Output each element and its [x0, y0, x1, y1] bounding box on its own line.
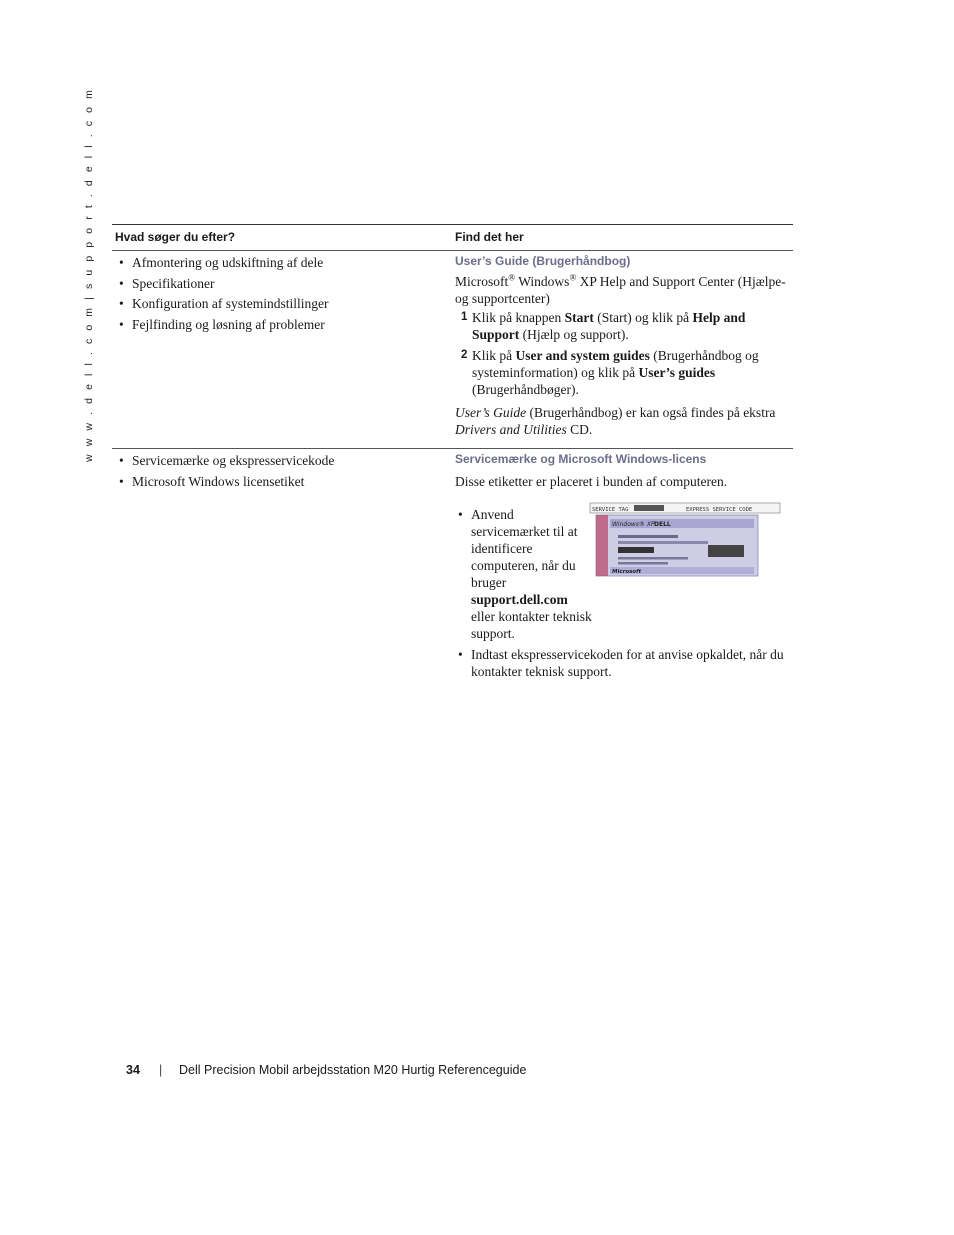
footer-title: Dell Precision Mobil arbejdsstation M20 Hurtig Referenceguide — [179, 1063, 527, 1077]
header-left: Hvad søger du efter? — [115, 230, 236, 244]
service-tag-text: SERVICE TAG — [592, 507, 629, 513]
express-code-text: EXPRESS SERVICE CODE — [686, 507, 753, 513]
dell-text: DELL — [654, 521, 671, 528]
step-2: 2 Klik på User and system guides (Brugerhåndbog og systeminformation) og klik på User’s guides (Brugerhåndbøger). — [461, 348, 759, 397]
side-url: w w w . d e l l . c o m | s u p p o r t . d e l l . c o m — [83, 87, 95, 462]
windows-logo-text: Windows® XP — [612, 521, 655, 528]
list-item: • Indtast ekspresservicekoden for at anvise opkaldet, når du kontakter teknisk support. — [455, 646, 791, 680]
barcode-mark — [634, 505, 664, 511]
sticker-line — [618, 557, 688, 560]
row1-right — [455, 251, 791, 438]
row1-left — [116, 254, 446, 336]
hologram-mark — [708, 545, 744, 557]
sticker-line — [618, 541, 708, 544]
step-1: 1 Klik på knappen Start (Start) og klik på Help and Support (Hjælp og support). — [461, 310, 746, 342]
labels-intro: Disse etiketter er placeret i bunden af computeren. — [455, 474, 728, 489]
barcode-mark — [618, 547, 654, 553]
page-footer — [126, 1063, 527, 1077]
help-center-intro: Microsoft® Windows® XP Help and Support Center (Hjælpe- og supportcenter) — [455, 272, 786, 306]
list-item: • Specifikationer — [116, 275, 446, 292]
row2-right — [455, 449, 791, 684]
table-header — [112, 225, 793, 251]
steps-list — [455, 309, 791, 398]
list-item: • Konfiguration af systemindstillinger — [116, 295, 446, 312]
list-item: • Microsoft Windows licensetiket — [116, 473, 446, 490]
table-row — [112, 449, 793, 679]
topic-list — [116, 452, 446, 490]
info-table — [112, 224, 793, 679]
list-item: • Fejlfinding og løsning af problemer — [116, 316, 446, 333]
header-right: Find det her — [455, 230, 524, 244]
microsoft-text: Microsoft — [612, 569, 642, 575]
sticker-side-band — [596, 515, 608, 576]
topic-list — [116, 254, 446, 333]
footer-separator: | — [159, 1063, 163, 1077]
page-number: 34 — [126, 1063, 140, 1077]
service-tag-license-label-image — [588, 501, 784, 579]
sticker-line — [618, 562, 668, 565]
section-title: User’s Guide (Brugerhåndbog) — [455, 254, 631, 268]
list-item: • Servicemærke og ekspresservicekode — [116, 452, 446, 469]
list-item: • Afmontering og udskiftning af dele — [116, 254, 446, 271]
sticker-line — [618, 535, 678, 538]
list-item: • Anvend servicemærket til at identificere computeren, når du bruger support.dell.com eller kontakter teknisk support. — [455, 506, 593, 642]
guide-note: User’s Guide (Brugerhåndbog) er kan også findes på ekstra Drivers and Utilities CD. — [455, 405, 776, 437]
row2-left — [116, 452, 446, 493]
table-row — [112, 251, 793, 449]
section-title: Servicemærke og Microsoft Windows-licens — [455, 452, 707, 466]
